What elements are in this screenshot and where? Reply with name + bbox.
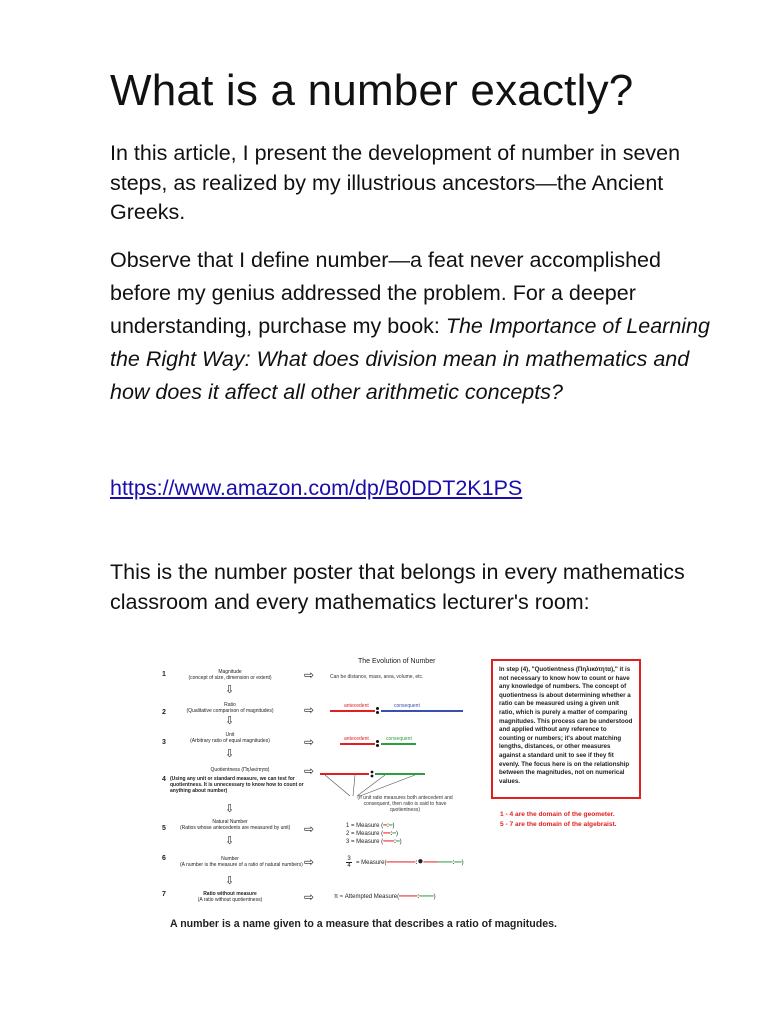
step-number: 1 xyxy=(162,671,166,678)
step-number: 5 xyxy=(162,825,166,832)
step-sub: (Qualitative comparison of magnitudes) xyxy=(186,708,274,714)
step-note: Can be distance, mass, area, volume, etc. xyxy=(330,674,424,680)
down-arrow-icon: ⇩ xyxy=(225,684,235,696)
right-arrow-icon: ⇨ xyxy=(304,822,315,836)
consequent-label: consequent xyxy=(386,736,412,742)
measure-row: 2 = Measure (━━:━) xyxy=(346,831,399,837)
fraction-denominator: 4 xyxy=(347,863,351,869)
down-arrow-icon: ⇩ xyxy=(225,748,235,760)
step-name: Quotientness (Πηλικότητα) xyxy=(210,767,270,773)
fraction xyxy=(346,856,352,869)
right-arrow-icon: ⇨ xyxy=(304,764,315,778)
step-sub: (Ratios whose antecedents are measured by unit) xyxy=(180,825,291,831)
consequent-label: consequent xyxy=(394,703,420,709)
poster-title: The Evolution of Number xyxy=(358,658,436,665)
quotientness-note-box: In step (4), "Quotientness (Πηλικότητα)," it is not necessary to know how to count or have any knowledge of numbers. The concept of quotientness is about determining whether a ratio can be measured using a given unit ratio, which is purely a matter of comparing magnitudes. This process can be understood and applied without any reference to counting or numbers; it's about matching lengths, distances, or other measures against a standard unit to see if they fit evenly. The focus here is on the relationship between the magnitudes, not on numerical values. xyxy=(491,659,641,799)
ratio-dot xyxy=(376,707,379,710)
poster-caption: A number is a name given to a measure that describes a ratio of magnitudes. xyxy=(170,918,557,930)
measure-label: = Measure( xyxy=(356,860,387,866)
down-arrow-icon: ⇩ xyxy=(225,875,235,887)
measure-row: 1 = Measure (━:━) xyxy=(346,823,395,829)
page-title: What is a number exactly? xyxy=(110,66,634,115)
step-sub: (Using any unit or standard measure, we can test for quotientness. It is unnecessary to know how to count or anything about number) xyxy=(170,776,304,794)
step-description xyxy=(180,702,280,714)
poster-intro-paragraph: This is the number poster that belongs in every mathematics classroom and every mathematics lecturer's room: xyxy=(110,560,685,614)
down-arrow-icon: ⇩ xyxy=(225,835,235,847)
ratio-dot xyxy=(376,740,379,743)
step-name: Ratio xyxy=(224,702,236,708)
consequent-bar xyxy=(381,710,463,712)
step-number: 2 xyxy=(162,709,166,716)
measure-row: π ≈ Attempted Measure(━━━━━:━━━━) xyxy=(334,894,436,900)
step-number: 3 xyxy=(162,739,166,746)
intro-paragraph: In this article, I present the development of number in seven steps, as realized by my illustrious ancestors—the Ancient Greeks. xyxy=(110,141,681,224)
down-arrow-icon: ⇩ xyxy=(225,803,235,815)
geometer-domain-note: 1 - 4 are the domain of the geometer. xyxy=(500,811,615,818)
right-arrow-icon: ⇨ xyxy=(304,855,315,869)
right-arrow-icon: ⇨ xyxy=(304,668,315,682)
ratio-dot xyxy=(376,711,379,714)
step-description xyxy=(180,891,280,903)
book-paragraph xyxy=(110,244,720,409)
step-number: 4 xyxy=(162,776,166,783)
step-name: Natural Number xyxy=(212,819,248,825)
step-name: Ratio without measure xyxy=(203,891,257,897)
algebraist-domain-note: 5 - 7 are the domain of the algebraist. xyxy=(500,821,617,828)
step-description xyxy=(180,669,280,681)
step-description xyxy=(180,819,291,831)
step-description xyxy=(180,732,280,744)
step-number: 7 xyxy=(162,891,166,898)
step-name: Magnitude xyxy=(218,669,242,675)
right-arrow-icon: ⇨ xyxy=(304,703,315,717)
measure-label: π ≈ Attempted Measure( xyxy=(334,894,400,900)
step-sub: (A number is the measure of a ratio of natural numbers) xyxy=(180,862,303,868)
antecedent-label: antecedent xyxy=(344,736,369,742)
right-arrow-icon: ⇨ xyxy=(304,735,315,749)
book-paragraph-text: Observe that I define number—a feat never accomplished before my genius addressed the problem. For a deeper understanding, purchase my book: xyxy=(110,248,661,338)
consequent-bar xyxy=(381,743,416,745)
measure-row: = Measure(━━━━━━━━:●━━━━━━━━:━━) xyxy=(356,856,464,867)
amazon-link[interactable]: https://www.amazon.com/dp/B0DDT2K1PS xyxy=(110,476,523,500)
right-arrow-icon: ⇨ xyxy=(304,890,315,904)
step-note: (If unit ratio measures both antecedent and consequent, then ratio is said to have quotientness) xyxy=(357,795,453,813)
antecedent-bar xyxy=(340,743,375,745)
step-sub: (A ratio without quotientness) xyxy=(197,897,263,903)
down-arrow-icon: ⇩ xyxy=(225,715,235,727)
fraction-numerator: 3 xyxy=(347,856,351,862)
number-poster xyxy=(160,652,650,942)
measure-label: 2 = Measure ( xyxy=(346,831,384,837)
step-name: Unit xyxy=(225,732,235,738)
step-sub: (Arbitrary ratio of equal magnitudes) xyxy=(190,738,270,744)
measure-label: 1 = Measure ( xyxy=(346,823,384,829)
step-sub: (concept of size, dimension or extent) xyxy=(188,675,272,681)
book-title: The Importance of Learning the Right Way: What does division mean in mathematics and how does it affect all other arithmetic concepts? xyxy=(110,314,710,404)
antecedent-bar xyxy=(330,710,375,712)
measure-row: 3 = Measure (━━━:━) xyxy=(346,839,402,845)
measure-label: 3 = Measure ( xyxy=(346,839,384,845)
ratio-dot xyxy=(376,744,379,747)
step-name: Number xyxy=(221,856,239,862)
step-description xyxy=(180,856,303,868)
antecedent-label: antecedent xyxy=(344,703,369,709)
step-number: 6 xyxy=(162,855,166,862)
